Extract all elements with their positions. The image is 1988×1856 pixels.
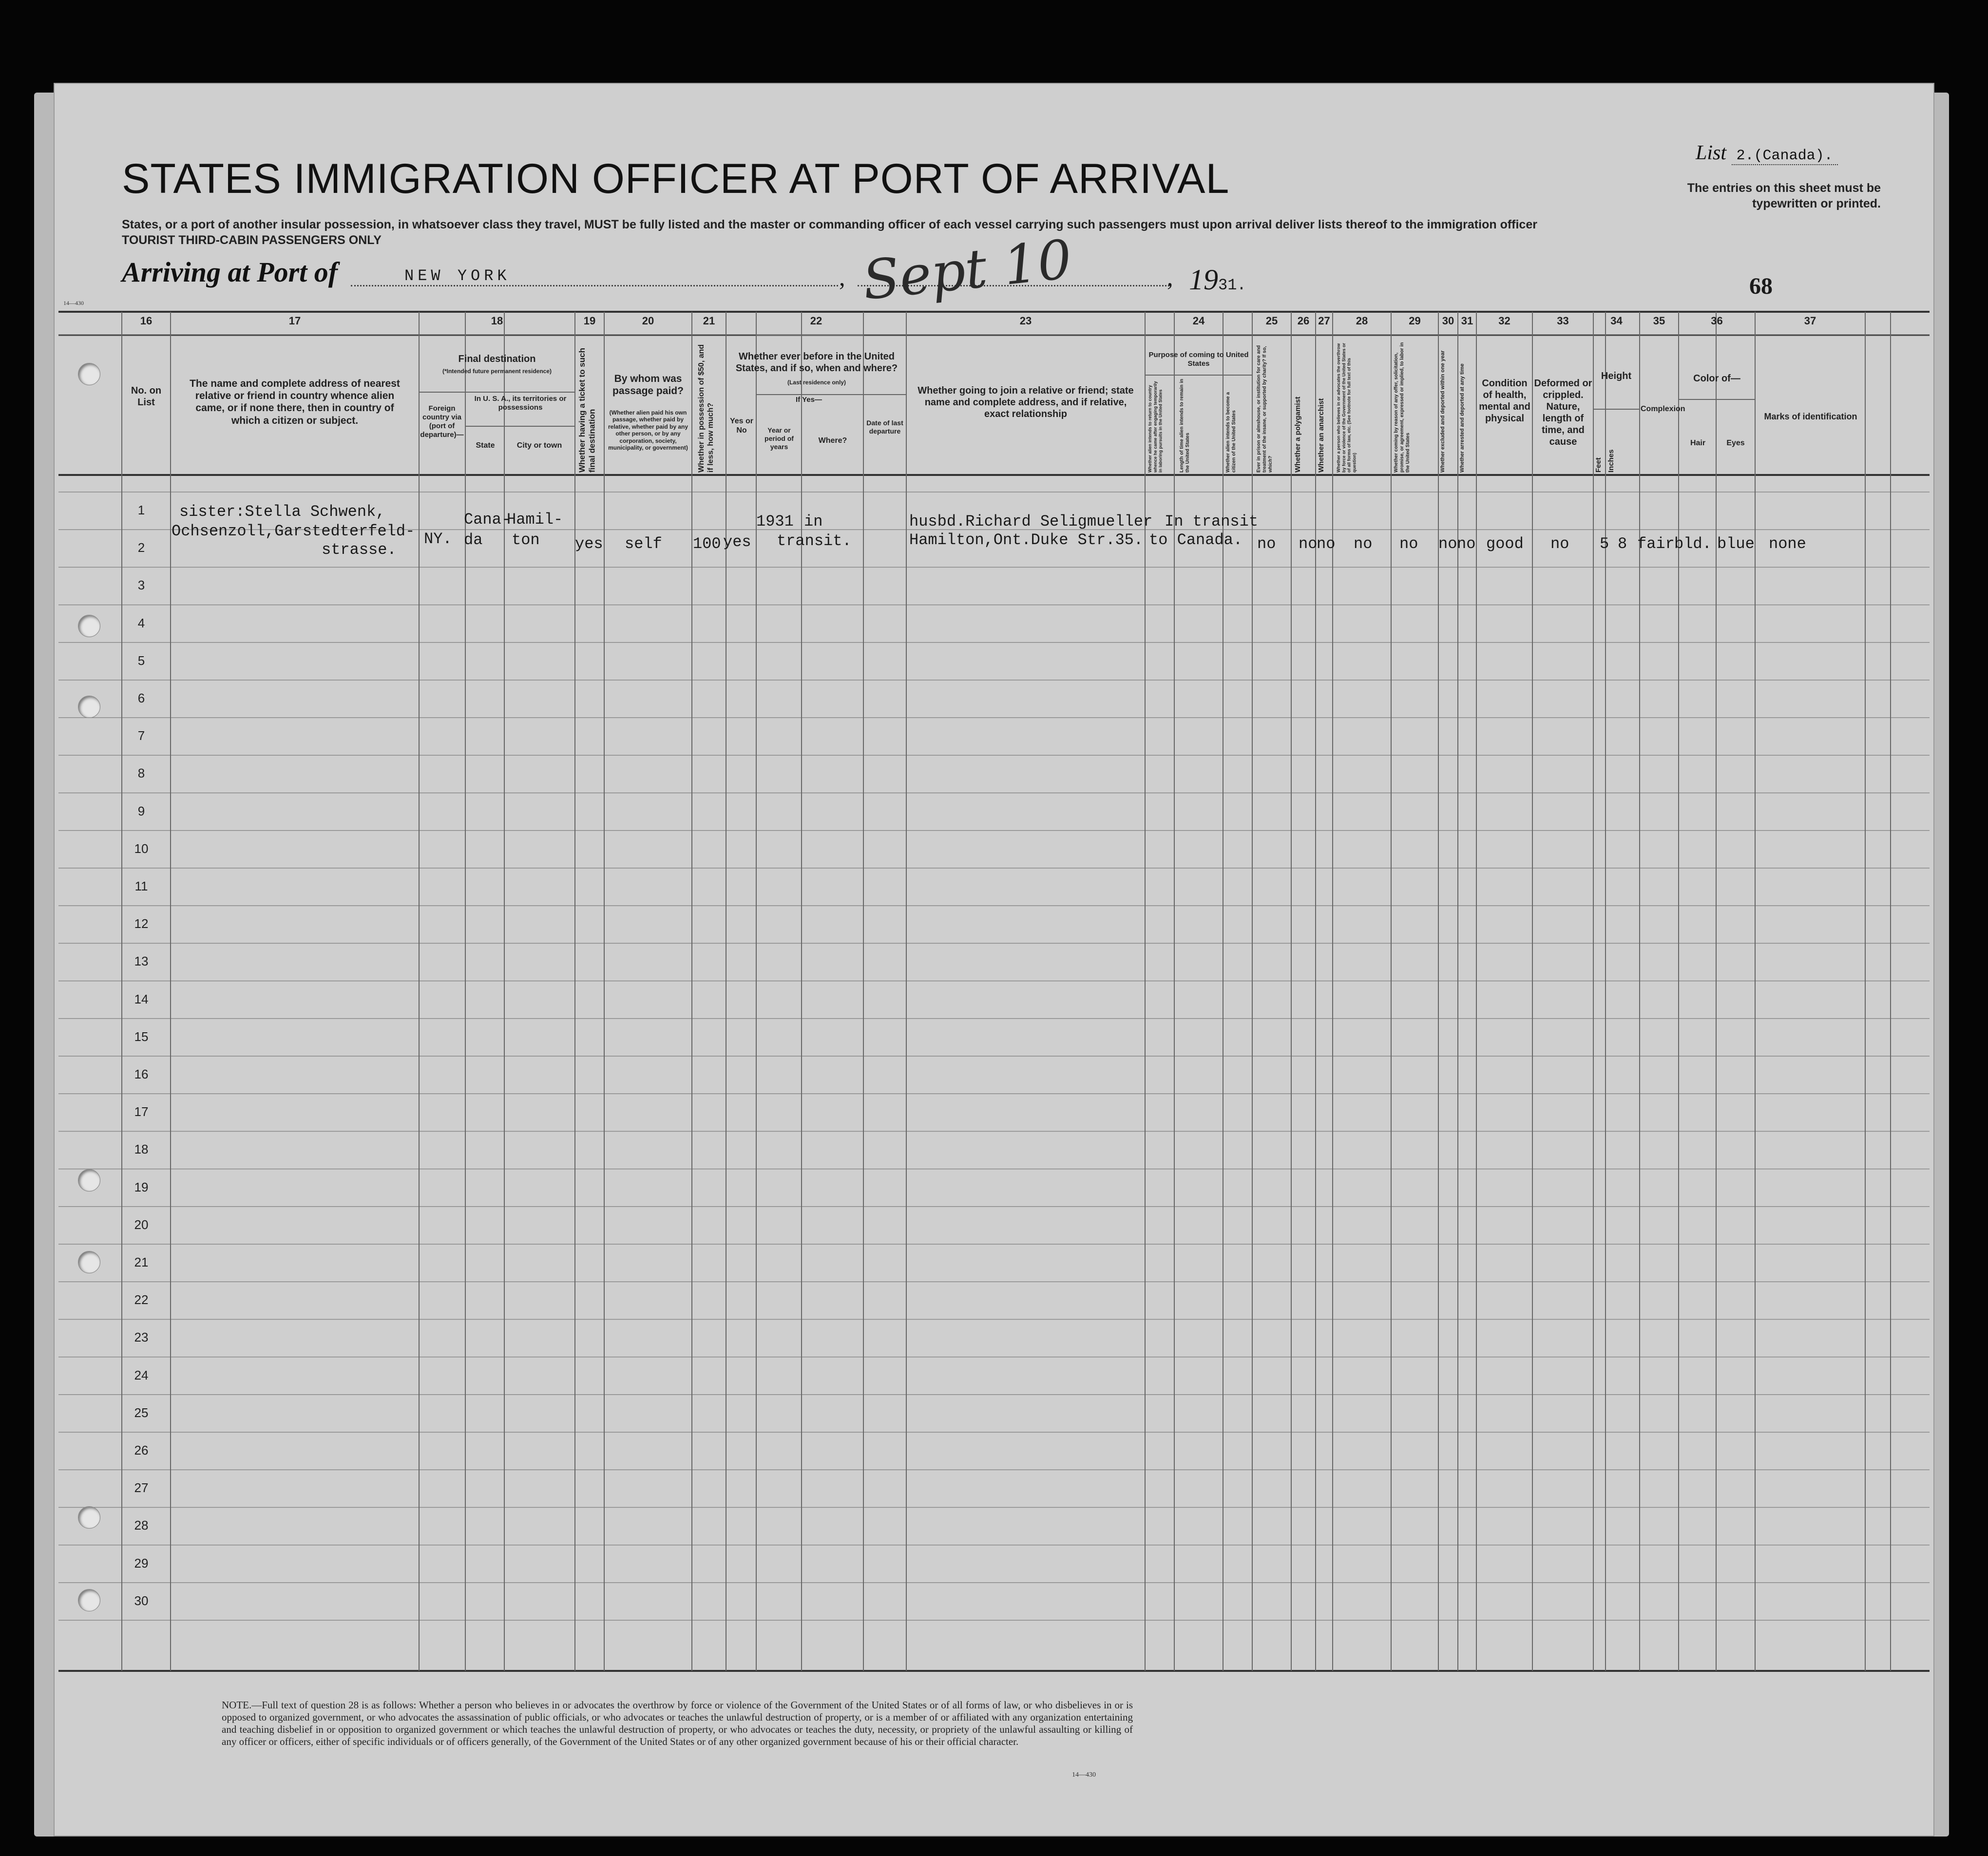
- row-number-27: 27: [134, 1480, 149, 1496]
- header-purpose-citizen: Whether alien intends to become a citizen of the United States: [1225, 392, 1237, 473]
- column-number-25: 25: [1265, 315, 1278, 327]
- entry-before-year: 1931: [756, 512, 794, 530]
- header-year: Year or period of years: [765, 426, 794, 451]
- column-number-20: 20: [642, 315, 654, 327]
- header-height-title: Height: [1601, 371, 1632, 381]
- row-number-8: 8: [137, 766, 145, 781]
- subtitle-line-2: TOURIST THIRD-CABIN PASSENGERS ONLY: [122, 233, 382, 247]
- column-number-27: 27: [1318, 315, 1330, 327]
- row-number-10: 10: [134, 841, 149, 856]
- header-polygamist: Whether a polygamist: [1294, 397, 1302, 473]
- row-number-9: 9: [137, 803, 145, 818]
- header-passage-sub: (Whether alien paid his own passage, whether paid by relative, whether paid by any other person, or by any corporation, society, municipality, or government): [608, 409, 688, 452]
- entry-relative-line-3: strasse.: [322, 541, 397, 559]
- row-number-14: 14: [134, 991, 149, 1006]
- entry-inches: 8: [1618, 535, 1627, 553]
- header-color-title: Color of—: [1693, 373, 1740, 384]
- entry-relative-line-2: Ochsenzoll,Garstedterfeld-: [172, 522, 415, 540]
- column-number-22: 22: [810, 315, 822, 327]
- header-marks: Marks of identification: [1764, 412, 1857, 421]
- header-excluded: Whether excluded and deported within one year: [1440, 350, 1446, 473]
- header-foreign-country: Foreign country via (port of departure)—: [420, 404, 464, 439]
- row-number-28: 28: [134, 1518, 149, 1533]
- row-number-4: 4: [137, 615, 145, 630]
- entry-before-yesno: yes: [723, 533, 751, 551]
- row-number-20: 20: [134, 1217, 149, 1232]
- entry-relative-line-1: sister:Stella Schwenk,: [179, 503, 385, 521]
- row-number-25: 25: [134, 1405, 149, 1420]
- column-number-28: 28: [1356, 315, 1368, 327]
- page-number: 68: [1749, 273, 1773, 299]
- column-number-35: 35: [1653, 315, 1665, 327]
- entry-before-where-line-2: transit.: [777, 532, 852, 550]
- entry-polygamist: no: [1299, 535, 1318, 553]
- header-fifty-dollars: Whether in possession of $50, and if less, how much?: [697, 344, 715, 473]
- row-number-6: 6: [137, 691, 145, 705]
- header-purpose-length: Length of time alien intends to remain in the United States: [1179, 379, 1190, 473]
- entry-foreign-via: NY.: [424, 530, 452, 548]
- header-last-departure: Date of last departure: [866, 419, 903, 435]
- row-number-29: 29: [134, 1555, 149, 1571]
- header-arrested: Whether arrested and deported at any time: [1459, 363, 1465, 473]
- column-number-24: 24: [1192, 315, 1205, 327]
- entry-passage-paid: self: [625, 535, 662, 553]
- form-number-bottom: 14—430: [1072, 1771, 1096, 1779]
- row-number-13: 13: [134, 954, 149, 969]
- header-feet: Feet: [1594, 457, 1603, 473]
- row-number-17: 17: [134, 1104, 149, 1119]
- header-nearest-relative: The name and complete address of nearest relative or friend in country whence alien came, or if none there, then in country of which a citizen or subject.: [190, 378, 400, 426]
- comma: ,: [1167, 264, 1173, 291]
- column-number-18: 18: [491, 315, 503, 327]
- row-number-22: 22: [134, 1292, 149, 1307]
- entry-city-line-1: Hamil-: [507, 511, 563, 529]
- header-prison: Ever in prison or almshouse, or institution for care and treatment of the insane, or supported by charity? If so, which?: [1256, 345, 1273, 473]
- entry-before-where-line-1: in: [804, 512, 823, 530]
- row-number-30: 30: [134, 1593, 149, 1608]
- form-number-top: 14—430: [63, 300, 84, 306]
- row-number-12: 12: [134, 916, 149, 931]
- entry-labor-offer: no: [1399, 535, 1418, 553]
- entry-hair: bld.: [1674, 535, 1712, 553]
- column-number-16: 16: [140, 315, 153, 327]
- entry-money: 100: [693, 535, 721, 553]
- row-number-26: 26: [134, 1443, 149, 1458]
- header-passage-title: By whom was passage paid?: [612, 373, 684, 397]
- entry-joining-line-1: husbd.Richard Seligmueller: [909, 512, 1153, 530]
- entry-state-line-2: da: [464, 531, 483, 549]
- column-number-37: 37: [1804, 315, 1816, 327]
- entry-state-line-1: Cana-: [464, 511, 511, 529]
- footnote-question-28: NOTE.—Full text of question 28 is as follows: Whether a person who believes in or advocates the overthrow by force or violence of the Government of the United States or of all forms of law, or who disbelieves in or is opposed to organized government, or who advocates the assassination of public officials, or who advocates or teaches the unlawful destruction of property, or is a member of or affiliated with any organization entertaining and teaching disbelief in or opposition to organized government or which teaches the unlawful destruction of property, or who advocates or teaches the duty, necessity, or propriety of the unlawful assaulting or killing of any officer or officers, either of specific individuals or of officers generally, of the Government of the United States or of any other organized government because of his or their official character.: [222, 1699, 1133, 1747]
- header-city: City or town: [516, 441, 562, 450]
- header-overthrow: Whether a person who believes in or advocates the overthrow by force or violence of the Government of the United States or of all forms of law, etc. (See footnote for full text of this question): [1336, 342, 1357, 473]
- arrival-date: Sept 10: [860, 227, 1075, 312]
- page-title: STATES IMMIGRATION OFFICER AT PORT OF ARRIVAL: [122, 155, 1230, 202]
- row-number-16: 16: [134, 1067, 149, 1081]
- header-where: Where?: [818, 436, 847, 445]
- column-number-31: 31: [1461, 315, 1473, 327]
- entry-joining-line-2: Hamilton,Ont.Duke Str.35.: [909, 531, 1144, 549]
- row-number-23: 23: [134, 1330, 149, 1345]
- header-health: Condition of health, mental and physical: [1479, 378, 1530, 424]
- row-number-3: 3: [137, 578, 145, 593]
- row-number-19: 19: [134, 1179, 149, 1194]
- entry-eyes: blue: [1717, 535, 1755, 553]
- column-number-30: 30: [1442, 315, 1454, 327]
- row-number-15: 15: [134, 1029, 149, 1044]
- typewritten-note: The entries on this sheet must be typewritten or printed.: [1687, 181, 1881, 210]
- header-before-title: Whether ever before in the United States, and if so, when and where?: [735, 351, 898, 374]
- row-number-11: 11: [134, 879, 148, 893]
- header-list-number: No. on List: [131, 385, 162, 408]
- comma: ,: [839, 264, 845, 291]
- row-number-18: 18: [134, 1142, 149, 1157]
- header-anarchist: Whether an anarchist: [1317, 398, 1325, 473]
- entry-arrested: no: [1457, 535, 1476, 553]
- header-complexion: Complexion: [1641, 405, 1685, 413]
- header-ticket: Whether having a ticket to such final destination: [577, 348, 597, 473]
- header-if-yes: If Yes—: [796, 396, 822, 404]
- header-hair: Hair: [1690, 439, 1706, 447]
- entry-health: good: [1486, 535, 1524, 553]
- arriving-label: Arriving at Port of: [122, 256, 338, 288]
- entry-prison: no: [1257, 535, 1276, 553]
- header-purpose-return: Whether alien intends to return to country whence he came after engaging temporarily in laboring pursuits in the United States: [1147, 381, 1163, 473]
- entry-anarchist: no: [1317, 535, 1336, 553]
- entry-ticket: yes: [575, 535, 603, 553]
- header-eyes: Eyes: [1726, 439, 1745, 447]
- row-number-1: 1: [137, 503, 145, 517]
- column-number-34: 34: [1610, 315, 1623, 327]
- row-number-5: 5: [137, 653, 145, 668]
- entry-purpose-line-1: In transit: [1165, 512, 1259, 530]
- column-number-32: 32: [1498, 315, 1510, 327]
- entry-purpose-line-2: to Canada.: [1149, 531, 1243, 549]
- entry-overthrow: no: [1354, 535, 1373, 553]
- column-number-23: 23: [1019, 315, 1032, 327]
- header-joining: Whether going to join a relative or friend; state name and complete address, and if relative, exact relationship: [918, 385, 1134, 419]
- header-inches: Inches: [1607, 449, 1615, 473]
- entry-complexion: fair: [1637, 535, 1675, 553]
- list-value: 2.(Canada).: [1732, 148, 1838, 165]
- entry-feet: 5: [1600, 535, 1609, 553]
- row-number-21: 21: [134, 1255, 149, 1269]
- header-state: State: [476, 441, 495, 450]
- entry-marks: none: [1769, 535, 1806, 553]
- header-labor-offer: Whether coming by reason of any offer, solicitation, promise, or agreement, expressed or implied, to labor in the United States: [1394, 342, 1411, 473]
- header-yes-no: Yes or No: [729, 417, 754, 435]
- row-number-2: 2: [137, 540, 145, 555]
- list-label: List: [1696, 142, 1727, 164]
- column-number-19: 19: [583, 315, 596, 327]
- entry-deformed: no: [1550, 535, 1569, 553]
- column-number-26: 26: [1297, 315, 1310, 327]
- column-number-17: 17: [288, 315, 301, 327]
- column-number-21: 21: [703, 315, 715, 327]
- header-purpose-title: Purpose of coming to United States: [1148, 351, 1249, 368]
- row-number-7: 7: [137, 728, 145, 743]
- year-prefix: 19: [1189, 264, 1218, 296]
- column-number-29: 29: [1409, 315, 1421, 327]
- year-suffix: 31.: [1218, 276, 1246, 294]
- header-deformed: Deformed or crippled. Nature, length of time, and cause: [1534, 378, 1592, 447]
- port-value: NEW YORK: [404, 267, 511, 285]
- header-in-usa: In U. S. A., its territories or possessions: [474, 395, 567, 412]
- entry-city-line-2: ton: [512, 531, 540, 549]
- header-final-destination: Final destination: [458, 354, 536, 364]
- column-number-36: 36: [1711, 315, 1723, 327]
- header-final-destination-sub: (*Intended future permanent residence): [442, 368, 552, 375]
- header-before-sub: (Last residence only): [787, 379, 846, 386]
- column-number-33: 33: [1557, 315, 1569, 327]
- subtitle-line-1: States, or a port of another insular possession, in whatsoever class they travel, MUST be fully listed and the master or commanding officer of each vessel carrying such passengers must upon arrival deliver lists thereof to the immigration officer: [122, 218, 1537, 231]
- entry-excluded: no: [1438, 535, 1457, 553]
- row-number-24: 24: [134, 1367, 149, 1383]
